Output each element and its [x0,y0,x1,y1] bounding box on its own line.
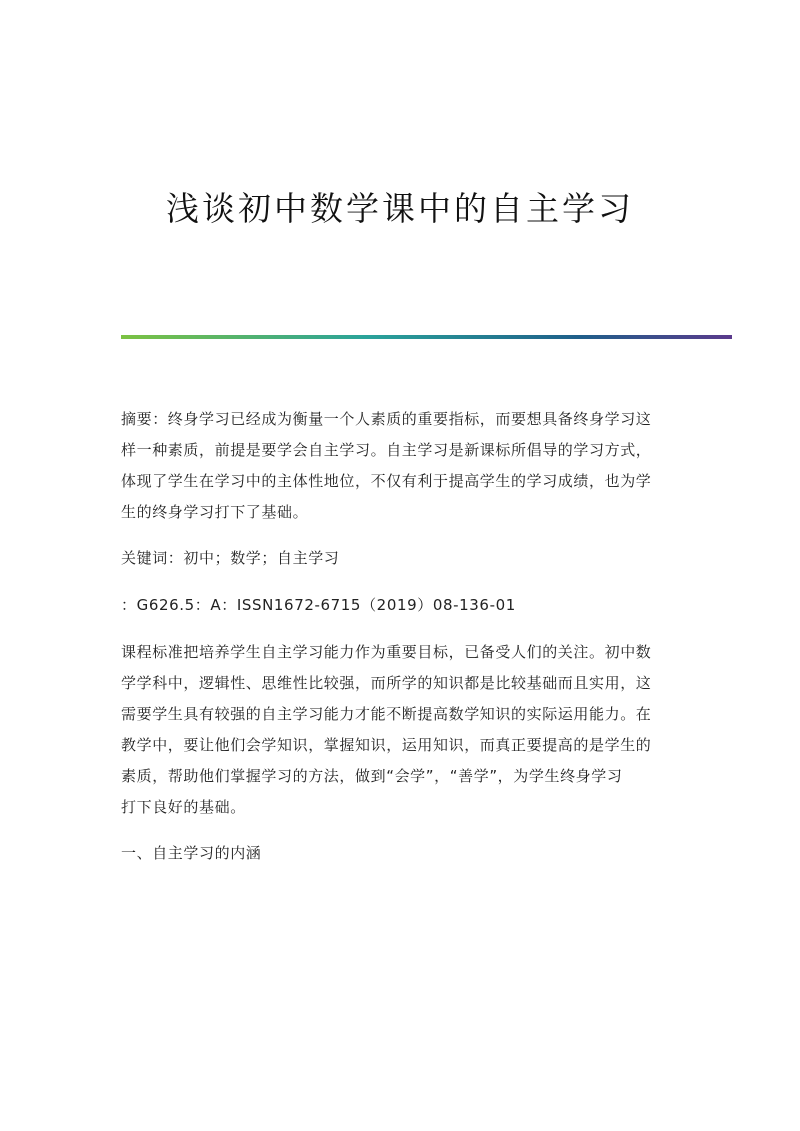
intro-line: 学学科中，逻辑性、思维性比较强，而所学的知识都是比较基础而且实用，这 [121,674,652,692]
intro-line: 教学中，要让他们会学知识，掌握知识，运用知识，而真正要提高的是学生的 [121,736,652,754]
title-divider [121,335,732,339]
keywords-line: 关键词：初中；数学；自主学习 [121,549,340,567]
intro-line: 打下良好的基础。 [121,798,246,816]
intro-line: 素质，帮助他们掌握学习的方法，做到“会学”，“善学”，为学生终身学习 [121,767,623,785]
abstract-line: 体现了学生在学习中的主体性地位，不仅有利于提高学生的学习成绩，也为学 [121,472,652,490]
abstract-line: 摘要：终身学习已经成为衡量一个人素质的重要指标，而要想具备终身学习这 [121,410,652,428]
section-heading: 一、自主学习的内涵 [121,844,262,862]
document-title: 浅谈初中数学课中的自主学习 [166,189,634,228]
intro-line: 需要学生具有较强的自主学习能力才能不断提高数学知识的实际运用能力。在 [121,705,652,723]
classification-line: ：G626.5：A：ISSN1672-6715（2019）08-136-01 [121,596,516,614]
intro-paragraph [121,637,681,823]
abstract-line: 生的终身学习打下了基础。 [121,503,309,521]
abstract-paragraph [121,404,681,528]
intro-line: 课程标准把培养学生自主学习能力作为重要目标，已备受人们的关注。初中数 [121,643,652,661]
abstract-line: 样一种素质，前提是要学会自主学习。自主学习是新课标所倡导的学习方式， [121,441,652,459]
document-body [121,404,681,885]
